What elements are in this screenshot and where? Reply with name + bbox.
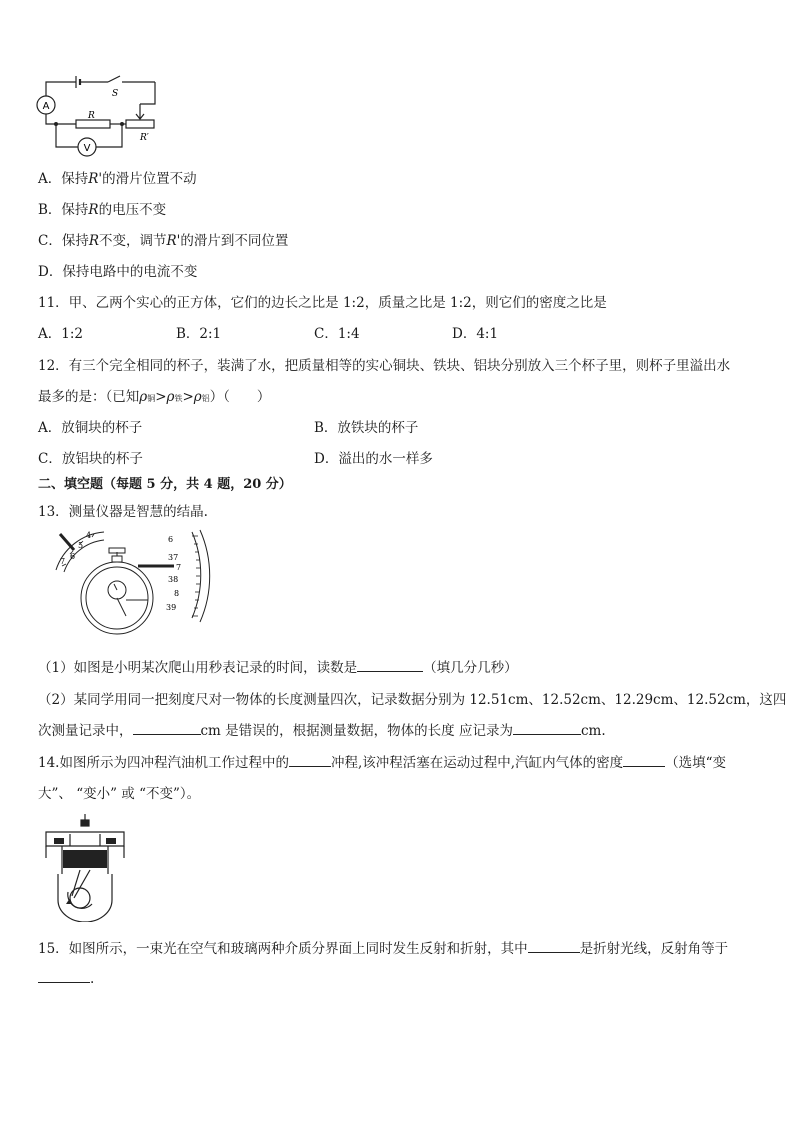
dial-outer-8: 8 bbox=[174, 589, 180, 598]
engine-diagram bbox=[40, 812, 130, 922]
switch-label: S bbox=[112, 89, 119, 99]
rheostat-label: R′ bbox=[140, 133, 149, 143]
q15-line1: 15．如图所示，一束光在空气和玻璃两种介质分界面上同时发生反射和折射，其中 是折射光线，反射角等于 bbox=[38, 937, 728, 957]
circuit-diagram bbox=[30, 74, 165, 164]
q14-line2: 大”、 “变小” 或 “不变”）。 bbox=[38, 786, 201, 802]
q11-option-a: A．1:2 bbox=[38, 326, 83, 342]
q13-stem: 13．测量仪器是智慧的结晶. bbox=[38, 504, 208, 520]
section-heading: 二、填空题（每题 5 分，共 4 题，20 分） bbox=[38, 477, 292, 492]
dial-outer-7: 7 bbox=[176, 563, 182, 572]
dial-outer-38: 38 bbox=[168, 575, 179, 584]
answer-blank[interactable] bbox=[289, 752, 331, 767]
answer-blank[interactable] bbox=[623, 752, 665, 767]
q13-part2-line1: （2）某同学用同一把刻度尺对一物体的长度测量四次，记录数据分别为 12.51cm、12.52cm、12.29cm、12.52cm，这四 bbox=[38, 692, 787, 708]
dial-outer-39: 39 bbox=[166, 603, 177, 612]
answer-blank[interactable] bbox=[357, 657, 423, 672]
q10-option-a: A．保持R'的滑片位置不动 bbox=[38, 171, 197, 187]
answer-blank[interactable] bbox=[38, 968, 90, 983]
q12-stem-line2: 最多的是：（已知ρ铜>ρ铁>ρ铝）（ ） bbox=[38, 389, 271, 405]
q10-option-c: C．保持R不变，调节R'的滑片到不同位置 bbox=[38, 233, 289, 249]
q14-line1: 14.如图所示为四冲程汽油机工作过程中的 冲程,该冲程活塞在运动过程中,汽缸内气体的密度 （选填“变 bbox=[38, 751, 726, 771]
q11-option-b: B．2:1 bbox=[176, 326, 222, 342]
dial-inner-6: 6 bbox=[70, 552, 76, 561]
q11-option-c: C．1:4 bbox=[314, 326, 360, 342]
q11-stem: 11．甲、乙两个实心的正方体，它们的边长之比是 1:2，质量之比是 1:2，则它们的密度之比是 bbox=[38, 295, 607, 311]
answer-blank[interactable] bbox=[133, 720, 201, 735]
dial-outer-6: 6 bbox=[168, 535, 174, 544]
resistor-label: R bbox=[88, 111, 95, 121]
q15-line2: . bbox=[38, 968, 94, 987]
q10-option-d: D．保持电路中的电流不变 bbox=[38, 264, 198, 280]
dial-outer-37: 37 bbox=[168, 553, 179, 562]
q12-option-d: D．溢出的水一样多 bbox=[314, 451, 433, 467]
q13-part1: （1）如图是小明某次爬山用秒表记录的时间，读数是 （填几分几秒） bbox=[38, 656, 518, 676]
q13-part2-line2: 次测量记录中， cm 是错误的，根据测量数据，物体的长度 应记录为 cm. bbox=[38, 719, 606, 739]
q12-option-c: C．放铝块的杯子 bbox=[38, 451, 143, 467]
dial-inner-4: 4 bbox=[86, 531, 92, 540]
answer-blank[interactable] bbox=[528, 938, 580, 953]
q12-option-a: A．放铜块的杯子 bbox=[38, 420, 143, 436]
answer-blank[interactable] bbox=[513, 720, 581, 735]
stopwatch-figure bbox=[42, 526, 212, 644]
dial-inner-5: 5 bbox=[78, 541, 84, 550]
q10-option-b: B．保持R的电压不变 bbox=[38, 202, 167, 218]
q12-option-b: B．放铁块的杯子 bbox=[314, 420, 419, 436]
dial-inner-7: 7 bbox=[60, 557, 66, 566]
voltmeter-label: V bbox=[83, 143, 91, 154]
q11-option-d: D．4:1 bbox=[452, 326, 499, 342]
q12-stem-line1: 12．有三个完全相同的杯子，装满了水，把质量相等的实心铜块、铁块、铝块分别放入三个杯子里，则杯子里溢出水 bbox=[38, 358, 731, 374]
ammeter-label: A bbox=[42, 101, 50, 112]
